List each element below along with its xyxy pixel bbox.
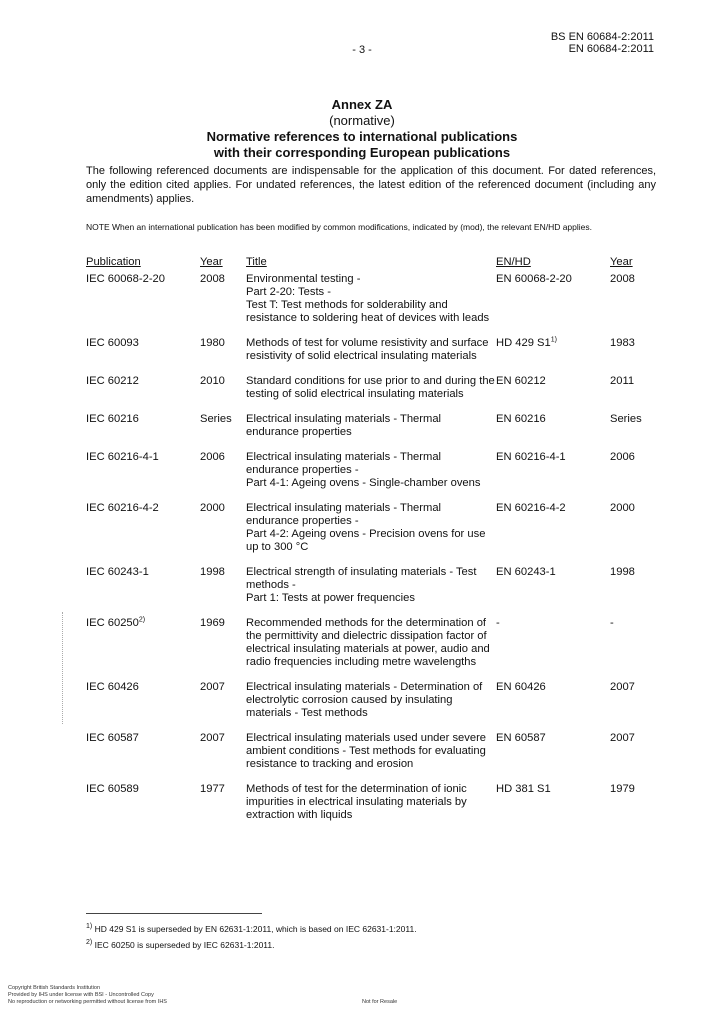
table-row [86, 413, 650, 451]
cell-en-hd [496, 451, 610, 502]
page-number: - 3 - [352, 44, 372, 56]
not-for-resale: Not for Resale [362, 999, 398, 1005]
en-number: EN 60684-2:2011 [568, 43, 654, 55]
cell-en-year [610, 413, 650, 451]
cell-en-year [610, 375, 650, 413]
cell-title [246, 337, 496, 375]
copyright-line: Provided by IHS under license with BSI - Uncontrolled Copy [8, 992, 154, 998]
cell-en-hd-text: - [496, 617, 500, 629]
cell-publication-text: IEC 60093 [86, 337, 139, 349]
footnote-mark: 2) [86, 939, 93, 947]
title-line: Recommended methods for the determination of the permittivity and dielectric dissipation factor of electrical insulating materials at power, audio and radio frequencies including metre wavelengths [246, 617, 490, 668]
footnote-mark: 1) [86, 923, 93, 931]
cell-en-year-text: 2007 [610, 732, 635, 744]
cell-publication-text: IEC 60589 [86, 783, 139, 795]
cell-year-text: 1980 [200, 337, 225, 349]
footnote-text: HD 429 S1 is superseded by EN 62631-1:2011, which is based on IEC 62631-1:2011. [94, 924, 417, 934]
annex-title-block [0, 97, 724, 161]
cell-publication [86, 451, 200, 502]
cell-year [200, 502, 246, 566]
cell-en-year-text: 1979 [610, 783, 635, 795]
note-paragraph: NOTE When an international publication has been modified by common modifications, indicated by (mod), the relevant EN/HD applies. [86, 222, 593, 232]
table-row [86, 375, 650, 413]
cell-en-year-text: 2007 [610, 681, 635, 693]
table-row [86, 617, 650, 681]
cell-en-year [610, 502, 650, 566]
cell-en-year-text: 2011 [610, 375, 635, 387]
cell-en-year [610, 681, 650, 732]
table-row [86, 681, 650, 732]
header-en-hd: EN/HD [496, 256, 531, 268]
cell-en-hd-text: HD 429 S1 [496, 337, 551, 349]
footnote-ref: 2) [138, 616, 146, 624]
cell-en-year-text: Series [610, 413, 642, 425]
cell-en-year [610, 783, 650, 834]
cell-title [246, 502, 496, 566]
references-table [86, 256, 650, 834]
intro-paragraph: The following referenced documents are indispensable for the application of this document. For dated references, only the edition cited applies. For undated references, the latest edition of the referenced document (including any amendments) applies. [86, 165, 656, 205]
cell-en-hd-text: EN 60212 [496, 375, 546, 387]
cell-publication-text: IEC 60212 [86, 375, 139, 387]
cell-en-year-text: 1983 [610, 337, 635, 349]
annex-title: Annex ZA [331, 97, 393, 112]
cell-year-text: 2006 [200, 451, 225, 463]
cell-year-text: 1977 [200, 783, 225, 795]
title-line: Electrical insulating materials - Thermal endurance properties - [246, 502, 442, 527]
cell-publication-text: IEC 60587 [86, 732, 139, 744]
cell-en-hd-text: EN 60068-2-20 [496, 273, 572, 285]
cell-year [200, 732, 246, 783]
cell-title [246, 375, 496, 413]
annex-status: (normative) [329, 113, 395, 128]
cell-en-year-text: 1998 [610, 566, 635, 578]
cell-year-text: 2007 [200, 681, 225, 693]
cell-en-year [610, 617, 650, 681]
cell-publication-text: IEC 60216-4-1 [86, 451, 159, 463]
cell-en-hd-text: HD 381 S1 [496, 783, 551, 795]
cell-title [246, 451, 496, 502]
cell-year-text: 2007 [200, 732, 225, 744]
cell-en-hd [496, 273, 610, 337]
footnote-text: IEC 60250 is superseded by IEC 62631-1:2011. [94, 940, 275, 950]
footnote-rule [86, 913, 262, 914]
table-row [86, 566, 650, 617]
cell-en-year-text: 2006 [610, 451, 635, 463]
cell-en-year [610, 732, 650, 783]
cell-title [246, 413, 496, 451]
cell-en-hd-text: EN 60243-1 [496, 566, 556, 578]
cell-en-year [610, 451, 650, 502]
cell-en-hd [496, 681, 610, 732]
cell-year [200, 337, 246, 375]
table-row [86, 337, 650, 375]
cell-publication [86, 337, 200, 375]
cell-year-text: 2008 [200, 273, 225, 285]
annex-heading-line1: Normative references to international publications [206, 129, 518, 144]
cell-en-hd [496, 732, 610, 783]
cell-en-year [610, 566, 650, 617]
title-line: Electrical insulating materials used under severe ambient conditions - Test methods for evaluating resistance to tracking and erosion [246, 732, 487, 770]
title-line: Part 2-20: Tests - [246, 286, 331, 298]
cell-publication-text: IEC 60243-1 [86, 566, 149, 578]
title-line: Test T: Test methods for solderability and resistance to soldering heat of devices with leads [246, 299, 490, 324]
table-row [86, 502, 650, 566]
cell-publication [86, 502, 200, 566]
annex-heading-line2: with their corresponding European publications [213, 145, 511, 160]
cell-year-text: 2010 [200, 375, 225, 387]
cell-publication [86, 375, 200, 413]
standard-number: BS EN 60684-2:2011 [550, 31, 654, 43]
cell-publication [86, 681, 200, 732]
cell-en-hd-text: EN 60426 [496, 681, 546, 693]
cell-en-year-text: - [610, 617, 614, 629]
table-row [86, 451, 650, 502]
cell-en-year [610, 273, 650, 337]
title-line: Electrical insulating materials - Determination of electrolytic corrosion caused by insulating materials - Test methods [246, 681, 483, 719]
footnote-1 [86, 924, 417, 935]
cell-year [200, 273, 246, 337]
cell-year-text: Series [200, 413, 232, 425]
title-line: Electrical strength of insulating materials - Test methods - [246, 566, 477, 591]
cell-publication [86, 273, 200, 337]
cell-publication-text: IEC 60250 [86, 617, 139, 629]
cell-en-hd [496, 413, 610, 451]
table-header-row [86, 256, 650, 273]
cell-en-hd [496, 617, 610, 681]
cell-en-hd-text: EN 60216-4-2 [496, 502, 566, 514]
cell-publication [86, 617, 200, 681]
copyright-line: No reproduction or networking permitted without license from IHS [8, 999, 167, 1005]
cell-publication-text: IEC 60216-4-2 [86, 502, 159, 514]
cell-year [200, 413, 246, 451]
cell-title [246, 783, 496, 834]
cell-en-hd-text: EN 60587 [496, 732, 546, 744]
cell-publication [86, 732, 200, 783]
title-line: Electrical insulating materials - Thermal endurance properties - [246, 451, 442, 476]
title-line: Part 4-2: Ageing ovens - Precision ovens for use up to 300 °C [246, 528, 486, 553]
table-row [86, 273, 650, 337]
header-title: Title [246, 256, 267, 268]
table-row [86, 732, 650, 783]
cell-en-year [610, 337, 650, 375]
copyright-line: Copyright British Standards Institution [8, 985, 101, 991]
cell-title [246, 273, 496, 337]
footnote-ref: 1) [550, 336, 557, 344]
title-line: Methods of test for volume resistivity and surface resistivity of solid electrical insulating materials [246, 337, 489, 362]
cell-title [246, 566, 496, 617]
margin-change-bar [62, 612, 65, 724]
header-year: Year [200, 256, 223, 268]
cell-year [200, 617, 246, 681]
cell-title [246, 732, 496, 783]
cell-en-hd [496, 783, 610, 834]
title-line: Methods of test for the determination of ionic impurities in electrical insulating materials by extraction with liquids [246, 783, 467, 821]
header-publication: Publication [86, 256, 141, 268]
copyright-notice [8, 985, 167, 1006]
title-line: Electrical insulating materials - Thermal endurance properties [246, 413, 442, 438]
cell-publication [86, 783, 200, 834]
title-line: Environmental testing - [246, 273, 361, 285]
cell-publication [86, 413, 200, 451]
cell-en-year-text: 2000 [610, 502, 635, 514]
cell-publication-text: IEC 60216 [86, 413, 139, 425]
title-line: Standard conditions for use prior to and during the testing of solid electrical insulating materials [246, 375, 495, 400]
cell-en-hd [496, 337, 610, 375]
cell-en-hd [496, 375, 610, 413]
cell-year [200, 375, 246, 413]
title-line: Part 4-1: Ageing ovens - Single-chamber ovens [246, 477, 481, 489]
cell-year [200, 783, 246, 834]
cell-year-text: 2000 [200, 502, 225, 514]
cell-year-text: 1998 [200, 566, 225, 578]
cell-year [200, 566, 246, 617]
cell-title [246, 617, 496, 681]
cell-en-hd-text: EN 60216-4-1 [496, 451, 566, 463]
cell-year [200, 451, 246, 502]
cell-en-hd [496, 502, 610, 566]
cell-publication [86, 566, 200, 617]
cell-year-text: 1969 [200, 617, 225, 629]
footnote-2 [86, 940, 275, 951]
table-row [86, 783, 650, 834]
cell-publication-text: IEC 60068-2-20 [86, 273, 165, 285]
cell-title [246, 681, 496, 732]
cell-en-hd [496, 566, 610, 617]
cell-publication-text: IEC 60426 [86, 681, 139, 693]
cell-en-hd-text: EN 60216 [496, 413, 546, 425]
cell-en-year-text: 2008 [610, 273, 635, 285]
title-line: Part 1: Tests at power frequencies [246, 592, 415, 604]
header-en-year: Year [610, 256, 633, 268]
cell-year [200, 681, 246, 732]
